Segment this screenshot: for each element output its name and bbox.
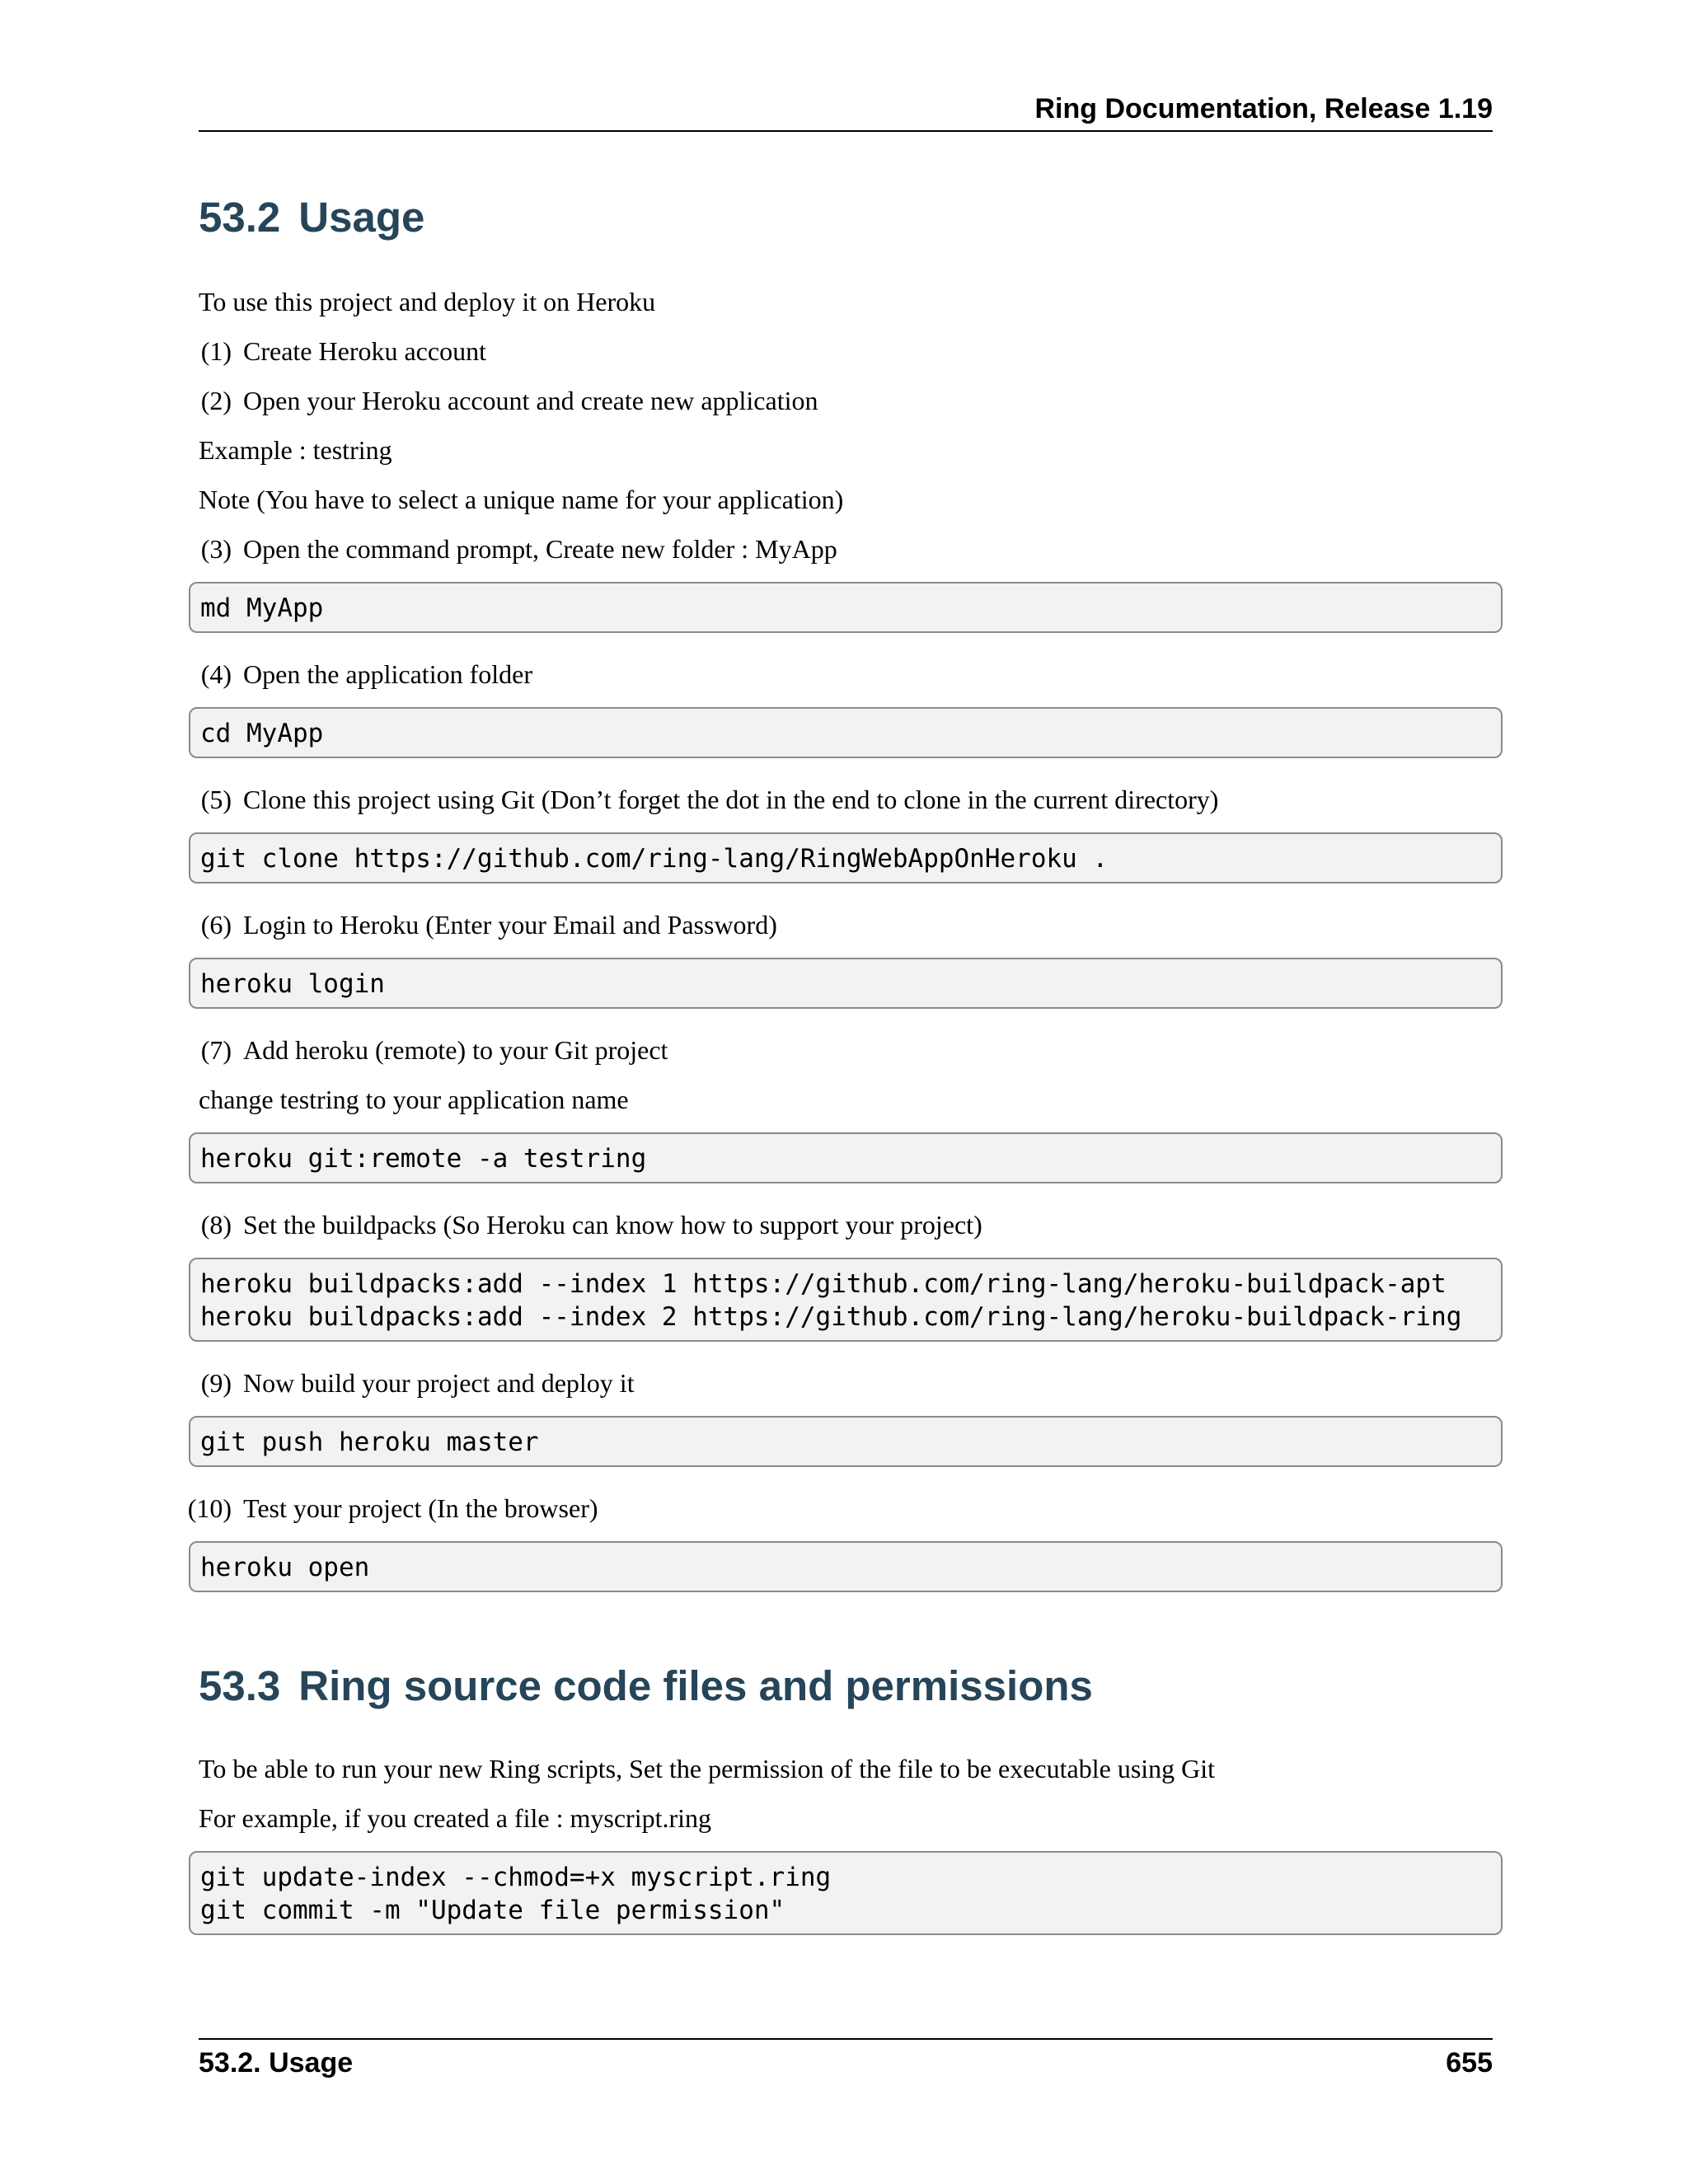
code-block (189, 1258, 1503, 1342)
list-item-text: Clone this project using Git (Don’t forget the dot in the end to clone in the current directory) (243, 785, 1219, 814)
section-title: Ring source code files and permissions (298, 1662, 1093, 1709)
code-line: heroku git:remote -a testring (200, 1144, 647, 1174)
code-line: git commit -m "Update file permission" (200, 1896, 785, 1925)
section-heading-usage (199, 193, 424, 242)
list-item-text: Open the application folder (243, 659, 532, 689)
list-item (185, 532, 837, 565)
list-item-text: Test your project (In the browser) (243, 1493, 598, 1523)
list-item (185, 1208, 982, 1241)
list-item (185, 1033, 668, 1066)
list-item (185, 783, 1218, 816)
code-line: git update-index --chmod=+x myscript.ring (200, 1863, 832, 1892)
code-block (189, 1851, 1503, 1935)
code-block (189, 832, 1503, 883)
example-file-paragraph: For example, if you created a file : myscript.ring (199, 1803, 712, 1833)
code-block (189, 1132, 1503, 1183)
running-header: Ring Documentation, Release 1.19 (1034, 93, 1493, 124)
list-item-text: Now build your project and deploy it (243, 1368, 635, 1398)
section-title: Usage (298, 194, 425, 241)
code-block (189, 1416, 1503, 1467)
list-item (185, 658, 532, 691)
note-paragraph: Note (You have to select a unique name for your application) (199, 485, 844, 514)
list-marker: (8) (200, 1210, 232, 1240)
list-item (185, 908, 777, 941)
page-number: 655 (1446, 2047, 1493, 2079)
list-marker: (1) (200, 336, 232, 366)
example-paragraph: Example : testring (199, 435, 392, 465)
list-marker: (3) (200, 534, 232, 564)
list-item (185, 1492, 598, 1525)
permissions-paragraph: To be able to run your new Ring scripts, Set the permission of the file to be executable using Git (199, 1754, 1216, 1783)
list-marker: (7) (200, 1035, 232, 1065)
header-rule (199, 130, 1493, 132)
code-line: heroku buildpacks:add --index 2 https://github.com/ring-lang/heroku-buildpack-ring (200, 1302, 1462, 1332)
list-item (185, 1366, 635, 1399)
footer-section-label: 53.2. Usage (199, 2047, 354, 2079)
list-marker: (4) (200, 659, 232, 689)
code-line: heroku buildpacks:add --index 1 https://github.com/ring-lang/heroku-buildpack-apt (200, 1269, 1447, 1299)
code-line: heroku open (200, 1553, 370, 1582)
footer-rule (199, 2038, 1493, 2040)
list-item-text: Login to Heroku (Enter your Email and Password) (243, 910, 777, 940)
list-marker: (2) (200, 386, 232, 415)
list-marker: (10) (187, 1493, 232, 1523)
list-item-text: Open your Heroku account and create new application (243, 386, 818, 415)
code-line: cd MyApp (200, 719, 324, 748)
code-line: git clone https://github.com/ring-lang/RingWebAppOnHeroku . (200, 844, 1109, 874)
section-number: 53.3 (199, 1662, 281, 1709)
code-line: md MyApp (200, 593, 324, 623)
list-item-text: Open the command prompt, Create new folder : MyApp (243, 534, 837, 564)
list-item-text: Set the buildpacks (So Heroku can know how to support your project) (243, 1210, 982, 1240)
list-marker: (6) (200, 910, 232, 940)
code-line: git push heroku master (200, 1427, 539, 1457)
code-block (189, 707, 1503, 758)
code-block (189, 1541, 1503, 1592)
section-heading-permissions (199, 1661, 1093, 1711)
code-line: heroku login (200, 969, 385, 999)
change-paragraph: change testring to your application name (199, 1085, 629, 1114)
intro-paragraph: To use this project and deploy it on Heroku (199, 287, 656, 316)
list-marker: (9) (200, 1368, 232, 1398)
list-item (185, 335, 486, 368)
code-block (189, 958, 1503, 1009)
list-item-text: Add heroku (remote) to your Git project (243, 1035, 668, 1065)
list-marker: (5) (200, 785, 232, 814)
code-block (189, 582, 1503, 633)
list-item (185, 384, 818, 417)
section-number: 53.2 (199, 194, 281, 241)
list-item-text: Create Heroku account (243, 336, 486, 366)
